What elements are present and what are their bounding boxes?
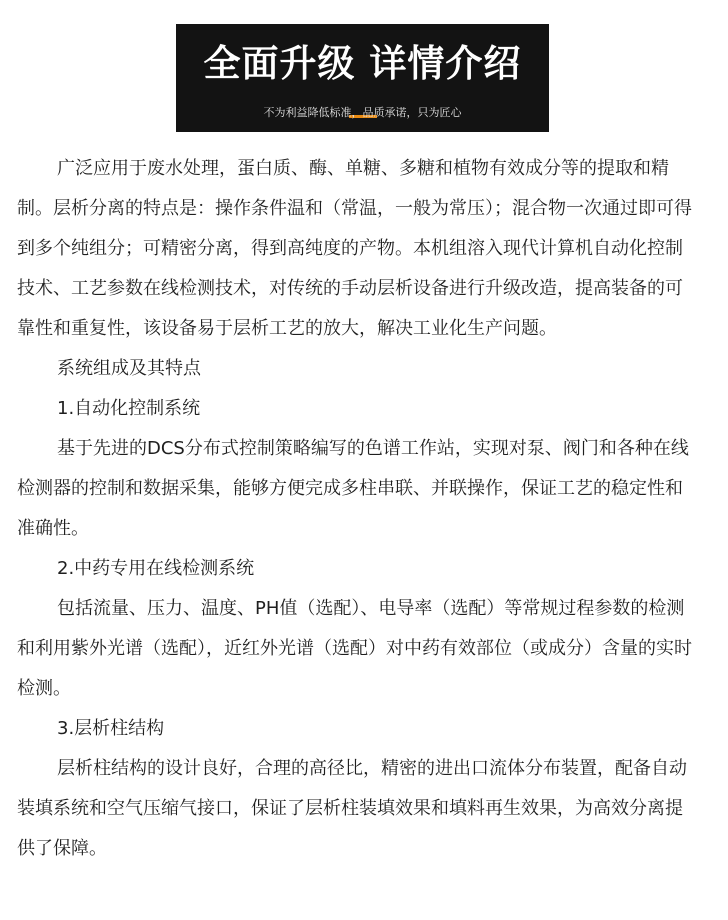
body-paragraph: 基于先进的DCS分布式控制策略编写的色谱工作站，实现对泵、阀门和各种在线检测器的控制和数据采集，能够方便完成多柱串联、并联操作，保证工艺的稳定性和准确性。: [17, 438, 689, 539]
intro-paragraph: 广泛应用于废水处理，蛋白质、酶、单糖、多糖和植物有效成分等的提取和精制。层析分离的特点是：操作条件温和（常温，一般为常压）；混合物一次通过即可得到多个纯组分；可精密分离，得到高纯度的产物。本机组溶入现代计算机自动化控制技术、工艺参数在线检测技术，对传统的手动层析设备进行升级改造，提高装备的可靠性和重复性，该设备易于层析工艺的放大，解决工业化生产问题。: [17, 158, 692, 339]
subsection-heading: 2.中药专用在线检测系统: [57, 558, 255, 579]
subsection-heading: 3.层析柱结构: [57, 718, 165, 739]
body-paragraph: 层析柱结构的设计良好，合理的高径比，精密的进出口流体分布装置，配备自动装填系统和空气压缩气接口，保证了层析柱装填效果和填料再生效果，为高效分离提供了保障。: [17, 758, 687, 859]
banner: [176, 24, 549, 132]
banner-subtitle: 不为利益降低标准，品质承诺，只为匠心: [263, 106, 462, 119]
banner-title: 全面升级 详情介绍: [203, 42, 522, 85]
article-body: [17, 149, 699, 869]
body-paragraph: 包括流量、压力、温度、PH值（选配）、电导率（选配）等常规过程参数的检测和利用紫外光谱（选配），近红外光谱（选配）对中药有效部位（或成分）含量的实时检测。: [17, 598, 692, 699]
subsection-heading: 1.自动化控制系统: [57, 398, 201, 419]
section-heading: 系统组成及其特点: [57, 358, 201, 379]
